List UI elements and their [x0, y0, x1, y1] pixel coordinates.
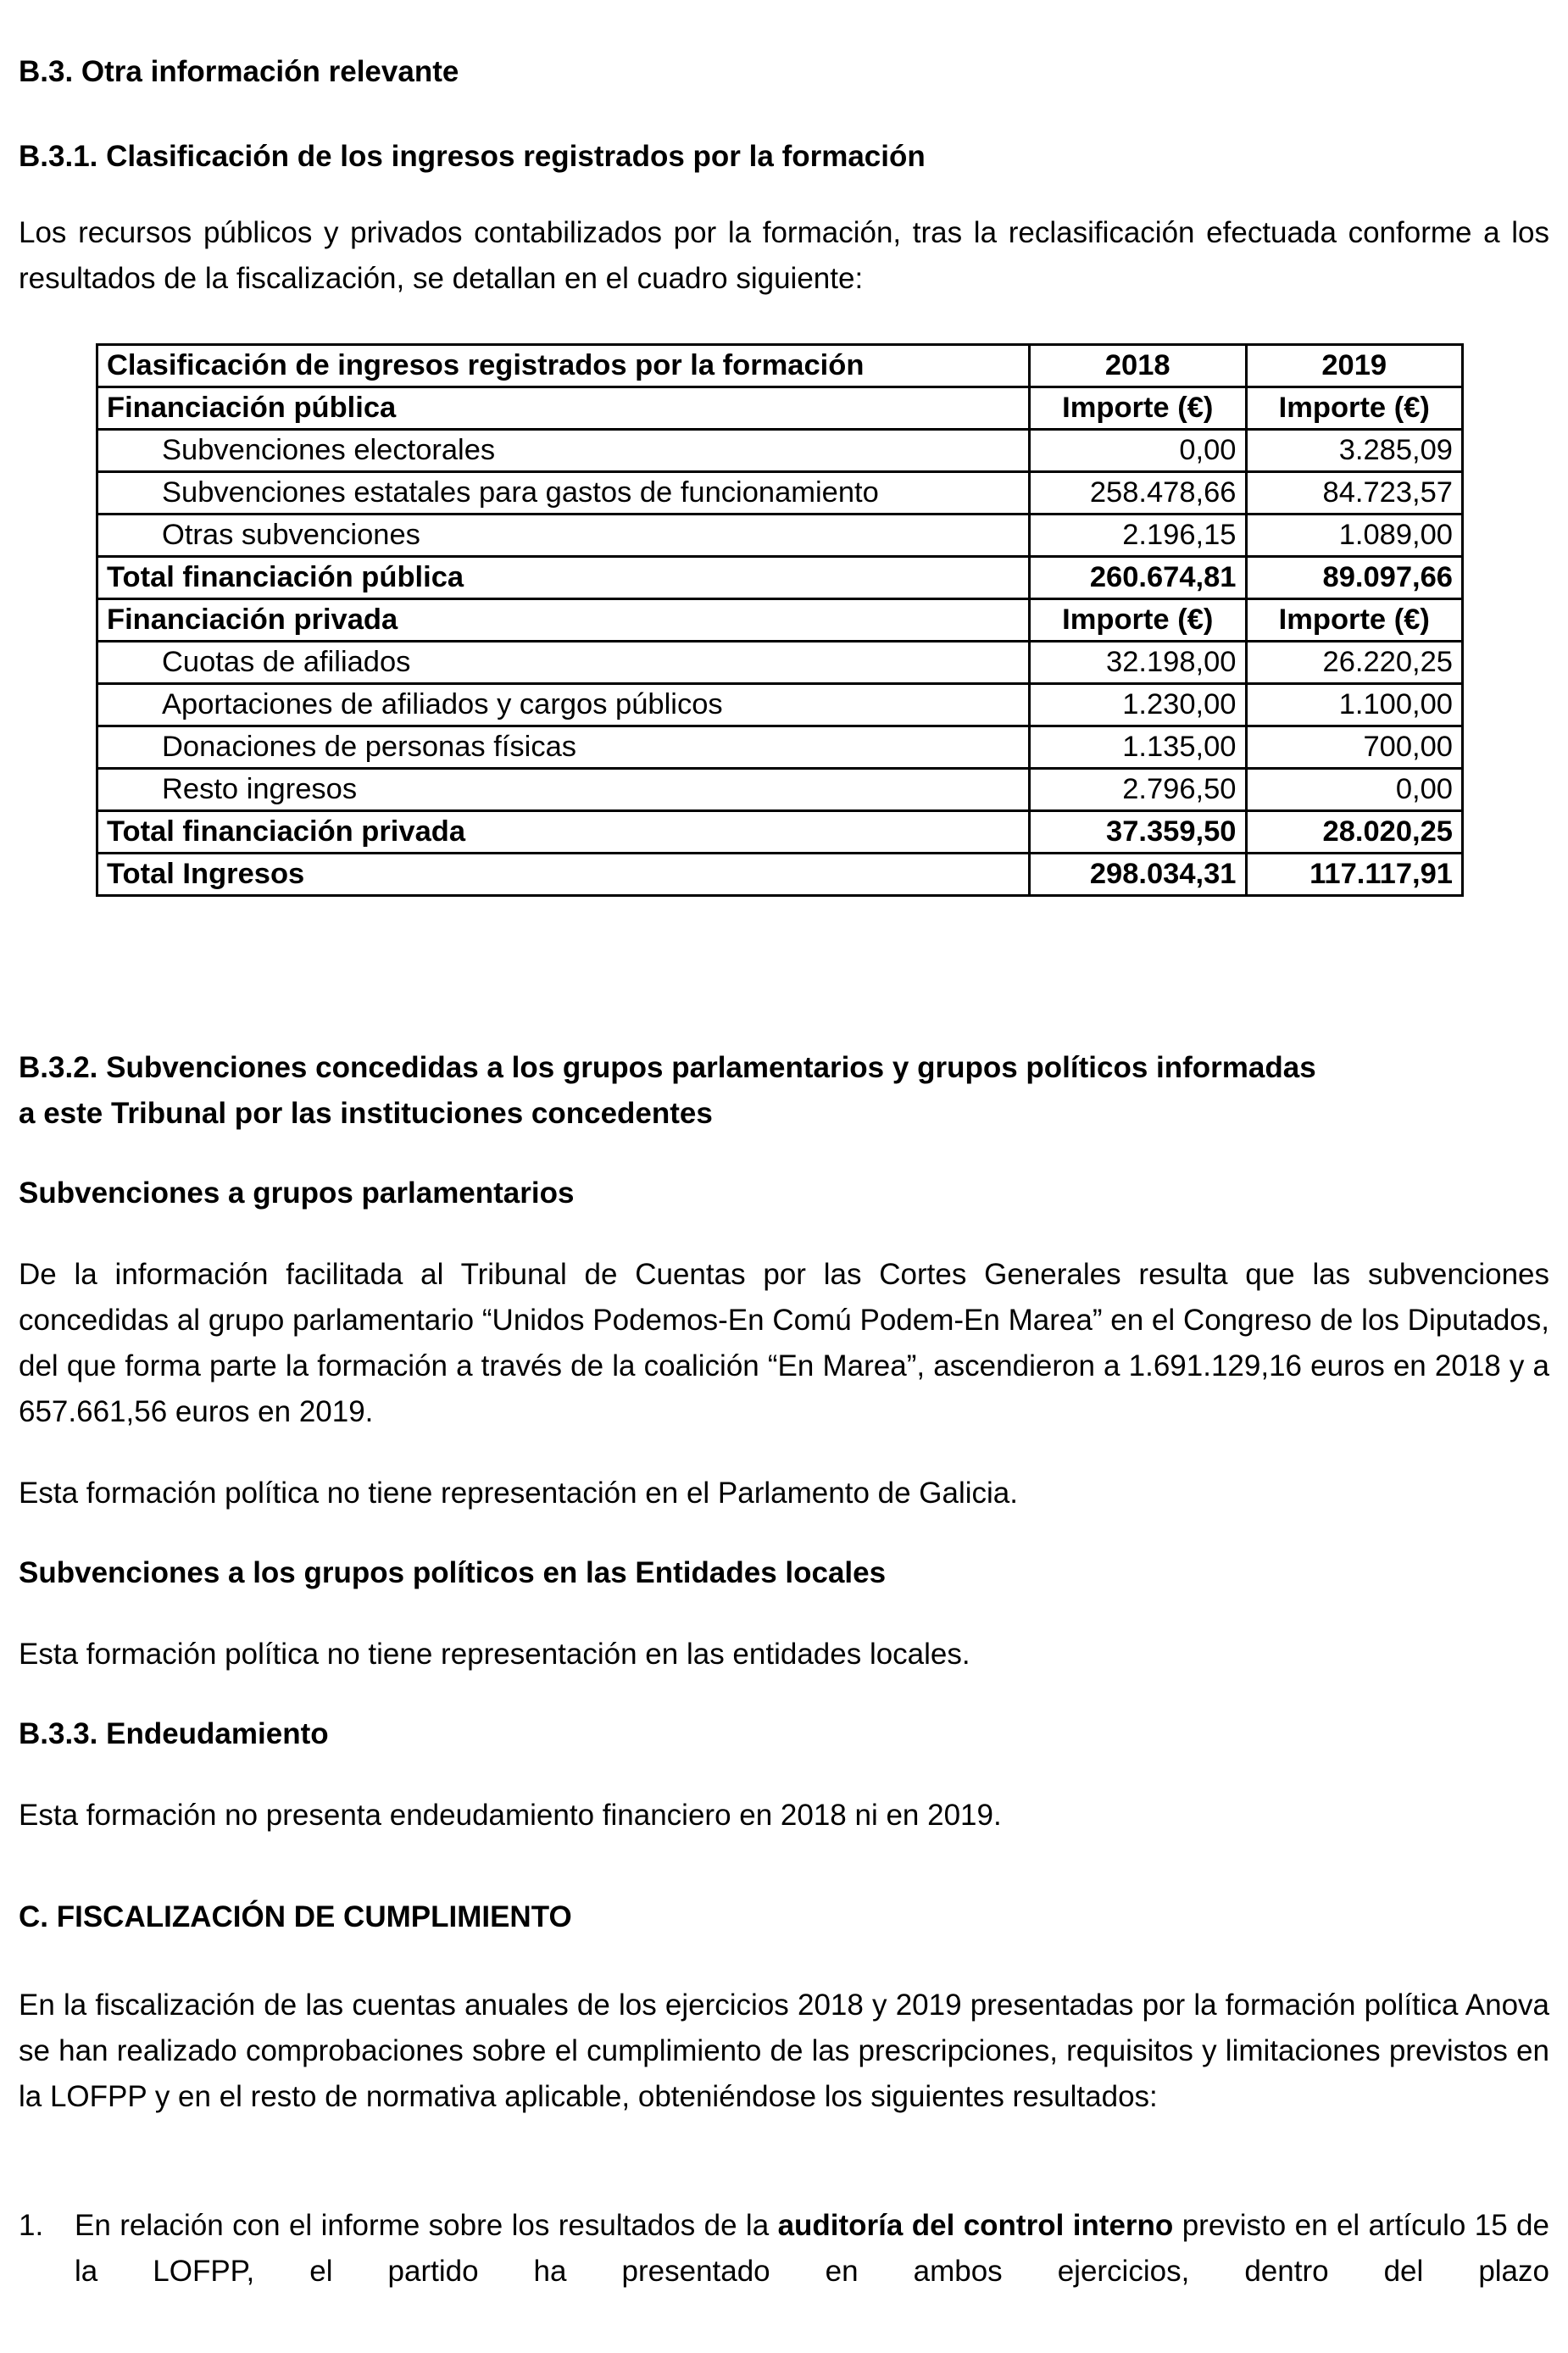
heading-b33: B.3.3. Endeudamiento: [19, 1717, 329, 1750]
table-row: [97, 642, 1463, 684]
heading-b31: B.3.1. Clasificación de los ingresos registrados por la formación: [19, 140, 926, 173]
row-label: Financiación privada: [97, 599, 1030, 642]
row-label: Total financiación privada: [97, 811, 1030, 854]
heading-b32: [19, 1045, 1549, 1137]
row-label: Total Ingresos: [97, 854, 1030, 896]
row-label: Resto ingresos: [97, 769, 1030, 811]
value-2019: 700,00: [1246, 726, 1463, 769]
paragraph-endeudamiento: Esta formación no presenta endeudamiento financiero en 2018 ni en 2019.: [19, 1799, 1002, 1832]
value-2019: 28.020,25: [1246, 811, 1463, 854]
value-2018: 2.796,50: [1030, 769, 1247, 811]
list-item-text-after: previsto en el artículo 15 de la LOFPP, el partido ha presentado en ambos ejercicios, dentro del plazo: [75, 2209, 1549, 2288]
value-2019: 117.117,91: [1246, 854, 1463, 896]
row-label: Cuotas de afiliados: [97, 642, 1030, 684]
heading-b32-line2: a este Tribunal por las instituciones concedentes: [19, 1097, 713, 1130]
row-label: Aportaciones de afiliados y cargos públicos: [97, 684, 1030, 726]
subheading-locales: Subvenciones a los grupos políticos en las Entidades locales: [19, 1556, 887, 1589]
heading-c: C. FISCALIZACIÓN DE CUMPLIMIENTO: [19, 1900, 572, 1933]
paragraph-locales: Esta formación política no tiene representación en las entidades locales.: [19, 1638, 970, 1671]
table-header-2019: 2019: [1246, 345, 1463, 387]
row-label: Financiación pública: [97, 387, 1030, 430]
table-row: [97, 557, 1463, 599]
row-label: Subvenciones estatales para gastos de funcionamiento: [97, 472, 1030, 515]
table-row: [97, 599, 1463, 642]
table-header-label: Clasificación de ingresos registrados por la formación: [97, 345, 1030, 387]
income-classification-table: [96, 343, 1464, 897]
value-2018: 2.196,15: [1030, 515, 1247, 557]
value-2018: 0,00: [1030, 430, 1247, 472]
table-row: [97, 472, 1463, 515]
table-header-2018: 2018: [1030, 345, 1247, 387]
list-item-text-before: En relación con el informe sobre los resultados de la: [75, 2209, 778, 2242]
value-2019: 1.100,00: [1246, 684, 1463, 726]
table-row: [97, 430, 1463, 472]
value-2019: 84.723,57: [1246, 472, 1463, 515]
value-2019: 89.097,66: [1246, 557, 1463, 599]
value-2018: 1.135,00: [1030, 726, 1247, 769]
table-row: [97, 726, 1463, 769]
value-2019: 3.285,09: [1246, 430, 1463, 472]
paragraph-cumplimiento: En la fiscalización de las cuentas anuales de los ejercicios 2018 y 2019 presentadas por la formación política Anova se han realizado comprobaciones sobre el cumplimiento de las prescripciones, requisitos y limitaciones previstos en la LOFPP y en el resto de normativa aplicable, obteniéndose los siguientes resultados:: [19, 1989, 1549, 2113]
value-2018: Importe (€): [1030, 599, 1247, 642]
value-2019: 0,00: [1246, 769, 1463, 811]
heading-b3: B.3. Otra información relevante: [19, 55, 459, 88]
value-2018: 260.674,81: [1030, 557, 1247, 599]
value-2018: 32.198,00: [1030, 642, 1247, 684]
subheading-parlamentarios: Subvenciones a grupos parlamentarios: [19, 1176, 575, 1210]
paragraph-galicia: Esta formación política no tiene representación en el Parlamento de Galicia.: [19, 1477, 1018, 1510]
table-header-row: [97, 345, 1463, 387]
paragraph-intro-table: Los recursos públicos y privados contabilizados por la formación, tras la reclasificación efectuada conforme a los resultados de la fiscalización, se detallan en el cuadro siguiente:: [19, 216, 1549, 295]
value-2018: Importe (€): [1030, 387, 1247, 430]
value-2018: 37.359,50: [1030, 811, 1247, 854]
value-2019: 1.089,00: [1246, 515, 1463, 557]
table-row: [97, 854, 1463, 896]
list-item: [19, 2203, 1549, 2295]
table-row: [97, 811, 1463, 854]
table-row: [97, 684, 1463, 726]
row-label: Donaciones de personas físicas: [97, 726, 1030, 769]
paragraph-parlamentarios: De la información facilitada al Tribunal de Cuentas por las Cortes Generales resulta que las subvenciones concedidas al grupo parlamentario “Unidos Podemos-En Comú Podem-En Marea” en el Congreso de los Diputados, del que forma parte la formación a través de la coalición “En Marea”, ascendieron a 1.691.129,16 euros en 2018 y a 657.661,56 euros en 2019.: [19, 1258, 1549, 1428]
row-label: Otras subvenciones: [97, 515, 1030, 557]
heading-b32-line1: B.3.2. Subvenciones concedidas a los grupos parlamentarios y grupos políticos informadas: [19, 1051, 1316, 1084]
value-2018: 258.478,66: [1030, 472, 1247, 515]
table-row: [97, 515, 1463, 557]
list-item-text-bold: auditoría del control interno: [777, 2209, 1174, 2242]
row-label: Subvenciones electorales: [97, 430, 1030, 472]
value-2019: Importe (€): [1246, 387, 1463, 430]
table-row: [97, 387, 1463, 430]
list-item-number: 1.: [19, 2209, 44, 2242]
value-2018: 1.230,00: [1030, 684, 1247, 726]
value-2018: 298.034,31: [1030, 854, 1247, 896]
value-2019: 26.220,25: [1246, 642, 1463, 684]
value-2019: Importe (€): [1246, 599, 1463, 642]
list-item-text: [75, 2203, 1549, 2295]
table-row: [97, 769, 1463, 811]
row-label: Total financiación pública: [97, 557, 1030, 599]
